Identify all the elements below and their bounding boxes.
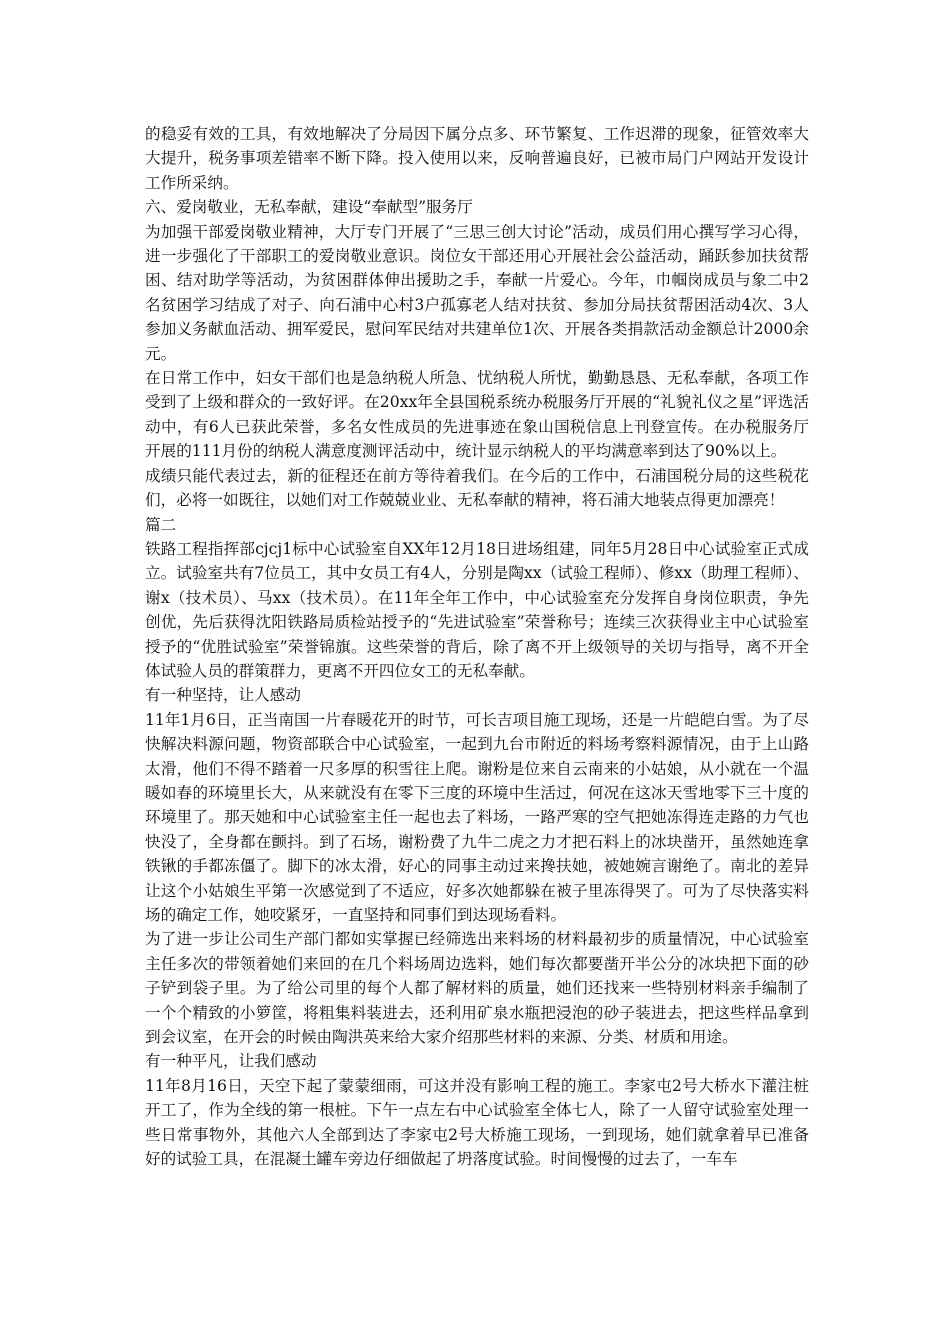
paragraph-future: 成绩只能代表过去，新的征程还在前方等待着我们。在今后的工作中，石浦国税分局的这些税花们，必将一如既往，以她们对工作兢兢业业、无私奉献的精神，将石浦大地装点得更加漂亮！ [145, 466, 809, 510]
paragraph-tool-efficiency: 的稳妥有效的工具，有效地解决了分局因下属分点多、环节繁复、工作迟滞的现象，征管效率大大提升，税务事项差错率不断下降。投入使用以来，反响普遍良好，已被市局门户网站开发设计工作所采纳。 [145, 125, 809, 192]
paragraph-rain-story: 11年8月16日，天空下起了蒙蒙细雨，可这并没有影响工程的施工。李家屯2号大桥水下灌注桩开工了，作为全线的第一根桩。下午一点左右中心试验室全体七人，除了一人留守试验室处理一些日常事物外，其他六人全部到达了李家屯2号大桥施工现场，一到现场，她们就拿着早已准备好的试验工具，在混凝土罐车旁边仔细做起了坍落度试验。时间慢慢的过去了，一车车 [145, 1076, 809, 1169]
section-heading-ordinary: 有一种平凡，让我们感动 [145, 1052, 317, 1071]
section-heading-part-two: 篇二 [145, 515, 177, 534]
paragraph-snow-story: 11年1月6日，正当南国一片春暖花开的时节，可长吉项目施工现场，还是一片皑皑白雪。为了尽快解决料源问题，物资部联合中心试验室，一起到九台市附近的料场考察料源情况，由于上山路太滑，他们不得不踏着一尺多厚的积雪往上爬。谢粉是位来自云南来的小姑娘，从小就在一个温暖如春的环境里长大，从来就没有在零下三度的环境中生活过，何况在这冰天雪地零下三十度的环境里了。那天她和中心试验室主任一起也去了料场，一路严寒的空气把她冻得连走路的力气也快没了，全身都在颤抖。到了石场，谢粉费了九牛二虎之力才把石料上的冰块凿开，虽然她连拿铁锹的手都冻僵了。脚下的冰太滑，好心的同事主动过来搀扶她，被她婉言谢绝了。南北的差异让这个小姑娘生平第一次感觉到了不适应，好多次她都躲在被子里冻得哭了。可为了尽快落实料场的确定工作，她咬紧牙，一直坚持和同事们到达现场看料。 [145, 710, 809, 924]
paragraph-lab-intro: 铁路工程指挥部cjcj1标中心试验室自XX年12月18日进场组建，同年5月28日中心试验室正式成立。试验室共有7位员工，其中女员工有4人，分别是陶xx（试验工程师）、修xx（助理工程师）、谢x（技术员）、马xx（技术员）。在11年全年工作中，中心试验室充分发挥自身岗位职责，争先创优，先后获得沈阳铁路局质检站授予的“先进试验室”荣誉称号；连续三次获得业主中心试验室授予的“优胜试验室”荣誉锦旗。这些荣誉的背后，除了离不开上级领导的关切与指导，离不开全体试验人员的群策群力，更离不开四位女工的无私奉献。 [145, 539, 809, 680]
section-heading-six: 六、爱岗敬业，无私奉献，建设“奉献型”服务厅 [145, 198, 473, 217]
document-page [145, 122, 809, 1171]
paragraph-dedication: 为加强干部爱岗敬业精神，大厅专门开展了“三思三创大讨论”活动，成员们用心撰写学习心得，进一步强化了干部职工的爱岗敬业意识。岗位女干部还用心开展社会公益活动，踊跃参加扶贫帮困、结对助学等活动，为贫困群体伸出援助之手，奉献一片爱心。今年，巾帼岗成员与象二中2名贫困学习结成了对子、向石浦中心村3户孤寡老人结对扶贫、参加分局扶贫帮困活动4次、3人参加义务献血活动、拥军爱民，慰问军民结对共建单位1次、开展各类捐款活动金额总计2000余元。 [145, 222, 809, 363]
paragraph-materials: 为了进一步让公司生产部门都如实掌握已经筛选出来料场的材料最初步的质量情况，中心试验室主任多次的带领着她们来回的在几个料场周边选料，她们每次都要凿开半公分的冰块把下面的砂子铲到袋子里。为了给公司里的每个人都了解材料的质量，她们还找来一些特别材料亲手编制了一个个精致的小箩筐，将粗集料装进去，还利用矿泉水瓶把浸泡的砂子装进去，把这些样品拿到到会议室，在开会的时候由陶洪英来给大家介绍那些材料的来源、分类、材质和用途。 [145, 930, 809, 1047]
paragraph-daily-work: 在日常工作中，妇女干部们也是急纳税人所急、忧纳税人所忧，勤勤恳恳、无私奉献，各项工作受到了上级和群众的一致好评。在20xx年全县国税系统办税服务厅开展的“礼貌礼仪之星”评选活动中，有6人已获此荣誉，多名女性成员的先进事迹在象山国税信息上刊登宣传。在办税服务厅开展的111月份的纳税人满意度测评活动中，统计显示纳税人的平均满意率到达了90%以上。 [145, 369, 809, 461]
section-heading-persistence: 有一种坚持，让人感动 [145, 686, 301, 705]
